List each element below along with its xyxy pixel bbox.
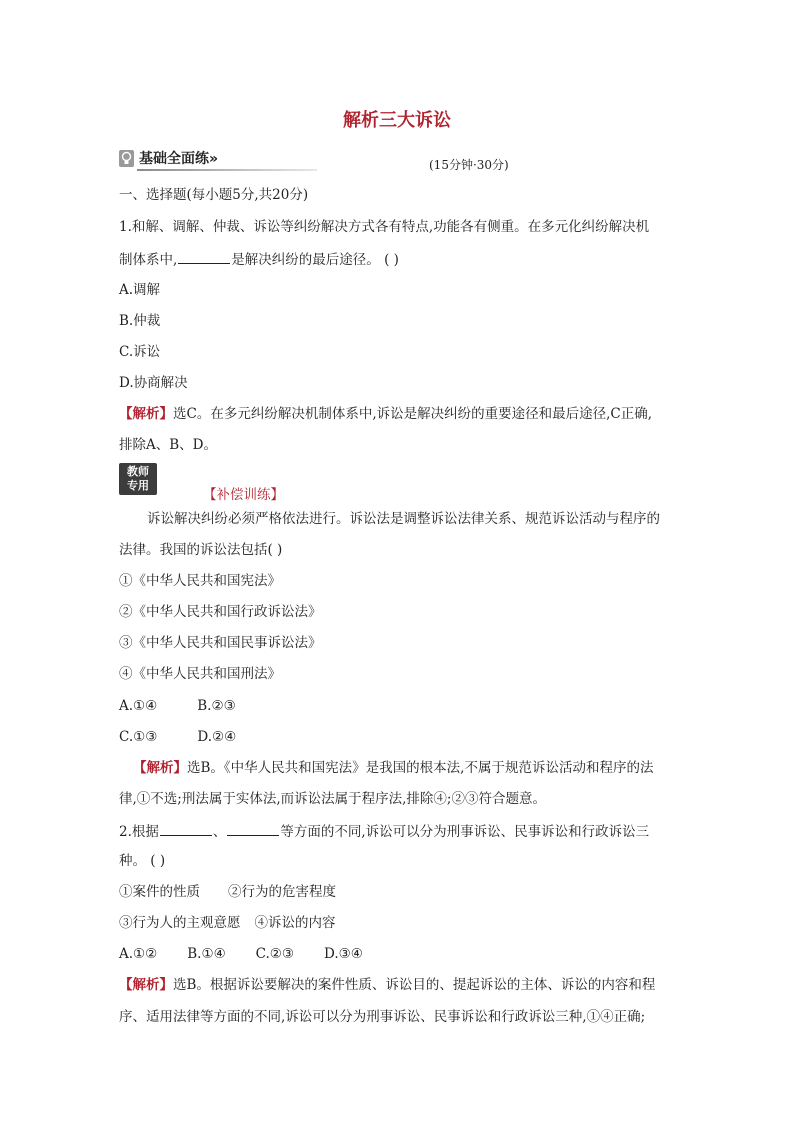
q2-option-b: B.①④ (187, 946, 226, 962)
q1-option-d: D.协商解决 (119, 375, 188, 391)
q1-option-c: C.诉讼 (119, 344, 161, 360)
q2-stem-pre: 2.根据 (119, 824, 159, 840)
supp-option-c: C.①③ (119, 729, 158, 745)
supplemental-title: 【补偿训练】 (203, 487, 284, 503)
section-label-text: 基础全面练 (139, 151, 209, 167)
q1-stem-line2 (119, 249, 399, 269)
q2-item-4: ④诉讼的内容 (254, 915, 336, 931)
supp-stem-line2: 法律。我国的诉讼法包括( ) (119, 542, 283, 558)
supp-answer-line2: 律,①不选;刑法属于实体法,而诉讼法属于程序法,排除④;②③符合题意。 (119, 791, 546, 807)
q2-options (119, 945, 363, 963)
answer-blank (227, 821, 279, 836)
supp-answer-line1 (133, 759, 653, 777)
section-underline (137, 169, 317, 171)
q1-answer-line1 (119, 405, 652, 423)
section-label (139, 148, 218, 168)
q2-answer-text: 选B。根据诉讼要解决的案件性质、诉讼目的、提起诉讼的主体、诉讼的内容和程 (173, 977, 656, 993)
q2-option-c: C.②③ (255, 946, 295, 962)
section-header (119, 148, 679, 172)
q1-stem-pre: 制体系中, (119, 252, 178, 268)
badge-line1: 教师 (127, 465, 149, 478)
supp-options-row2 (119, 728, 236, 746)
q2-stem-post: 等方面的不同,诉讼可以分为刑事诉讼、民事诉讼和行政诉讼三 (280, 824, 650, 840)
q2-stem-mid: 、 (212, 824, 227, 840)
supp-stem-line1: 诉讼解决纠纷必须严格依法进行。诉讼法是调整诉讼法律关系、规范诉讼活动与程序的 (147, 511, 660, 527)
teacher-only-badge (119, 463, 157, 495)
q2-item-2: ②行为的危害程度 (228, 884, 336, 900)
badge-line2: 专用 (127, 479, 149, 492)
supp-answer-text: 选B。《中华人民共和国宪法》是我国的根本法,不属于规范诉讼活动和程序的法 (187, 760, 654, 776)
supp-options-row1 (119, 697, 236, 715)
supp-option-d: D.②④ (197, 729, 237, 745)
time-note: (15分钟·30分) (429, 158, 509, 172)
supp-option-b: B.②③ (197, 698, 236, 714)
q2-item-1: ①案件的性质 (119, 884, 200, 900)
q1-stem-post: 是解决纠纷的最后途径。 ( ) (231, 252, 399, 268)
q2-answer-line1 (119, 976, 655, 994)
answer-blank (160, 821, 212, 836)
answer-tag: 【解析】 (119, 406, 173, 422)
q1-answer-line2: 排除A、B、D。 (119, 437, 217, 453)
q2-items-row2 (119, 914, 336, 932)
chevron-right-icon: » (209, 151, 219, 167)
q2-stem-line2: 种。 ( ) (119, 853, 166, 869)
q1-stem-line1: 1.和解、调解、仲裁、诉讼等纠纷解决方式各有特点,功能各有侧重。在多元化纠纷解决机 (119, 219, 650, 235)
q2-items-row1 (119, 883, 336, 901)
answer-tag: 【解析】 (119, 977, 173, 993)
answer-tag: 【解析】 (133, 760, 187, 776)
supp-item-2: ②《中华人民共和国行政诉讼法》 (119, 604, 322, 620)
page-title: 解析三大诉讼 (343, 110, 451, 131)
q1-option-b: B.仲裁 (119, 313, 161, 329)
lightbulb-icon (119, 150, 134, 167)
supp-item-1: ①《中华人民共和国宪法》 (119, 573, 281, 589)
q2-stem-line1 (119, 821, 649, 841)
q2-item-3: ③行为人的主观意愿 (119, 915, 241, 931)
q2-option-d: D.③④ (324, 946, 363, 962)
q1-answer-text: 选C。在多元纠纷解决机制体系中,诉讼是解决纠纷的重要途径和最后途径,C正确, (173, 406, 653, 422)
q2-option-a: A.①② (119, 946, 158, 962)
q1-option-a: A.调解 (119, 282, 161, 298)
supp-item-3: ③《中华人民共和国民事诉讼法》 (119, 635, 322, 651)
part1-heading: 一、选择题(每小题5分,共20分) (119, 187, 309, 203)
supp-option-a: A.①④ (119, 698, 158, 714)
supp-item-4: ④《中华人民共和国刑法》 (119, 666, 281, 682)
answer-blank (178, 249, 230, 264)
q2-answer-line2: 序、适用法律等方面的不同,诉讼可以分为刑事诉讼、民事诉讼和行政诉讼三种,①④正确; (119, 1009, 646, 1025)
